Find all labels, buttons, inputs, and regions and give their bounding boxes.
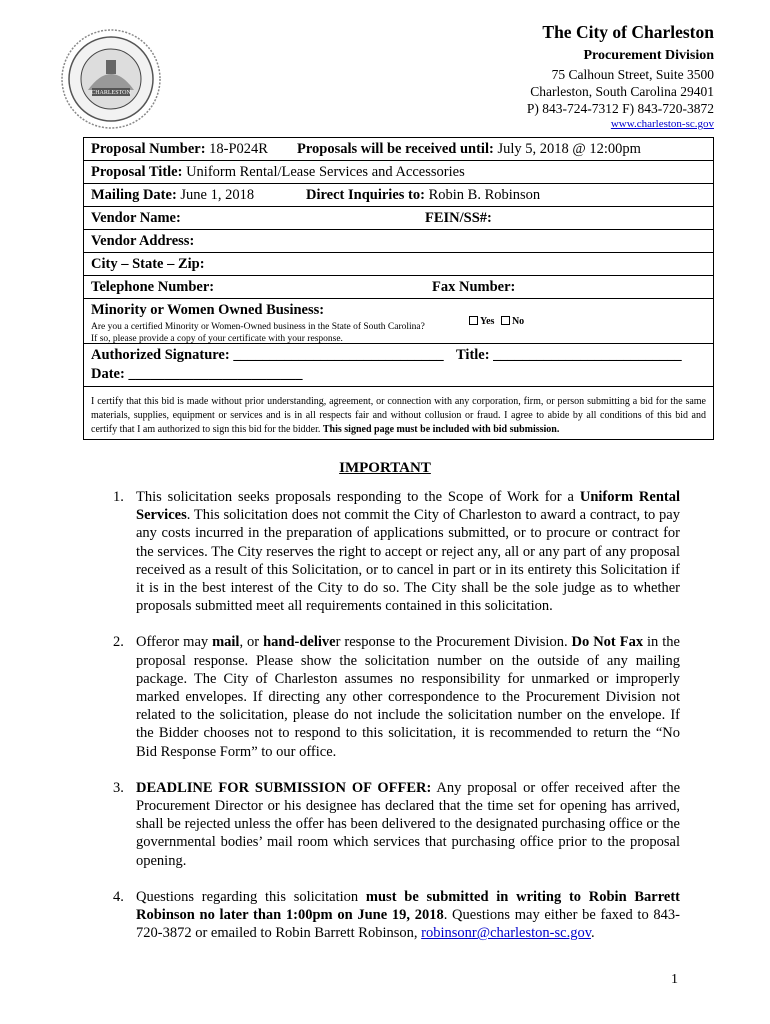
email-link[interactable]: robinsonr@charleston-sc.gov: [421, 925, 591, 942]
vendor-address-label: Vendor Address:: [91, 233, 195, 249]
vendor-name-row[interactable]: [84, 207, 713, 230]
city-name: The City of Charleston: [542, 22, 714, 42]
signature-row[interactable]: [84, 344, 713, 387]
city-state-zip: Charleston, South Carolina 29401: [530, 84, 714, 99]
vendor-address-row[interactable]: [84, 230, 713, 253]
division-name: Procurement Division: [583, 48, 714, 63]
important-heading: IMPORTANT: [339, 460, 431, 476]
telephone-label: Telephone Number:: [91, 279, 215, 295]
svg-text:CHARLESTON: CHARLESTON: [91, 90, 131, 96]
city-state-zip-row[interactable]: [84, 253, 713, 276]
no-checkbox[interactable]: No: [501, 316, 524, 327]
proposal-title-label: Proposal Title:: [91, 164, 183, 180]
proposal-title-value: Uniform Rental/Lease Services and Accessories: [186, 164, 465, 180]
checkbox-icon: [469, 316, 478, 325]
proposal-title-row: [84, 161, 713, 184]
website-link[interactable]: www.charleston-sc.gov: [610, 118, 714, 130]
street-address: 75 Calhoun Street, Suite 3500: [551, 67, 714, 82]
letterhead: [527, 20, 714, 131]
list-item: 1. This solicitation seeks proposals responding to the Scope of Work for a Uniform Rental Services. This solicitation does not commit the City of Charleston to award a contract, to pay any costs incurred in the preparation of applications submitted, or to procure or contract for the services. The City reserves the right to accept or reject any, all or any part of any proposal received as a result of this Solicitation, or to cancel in part or in its entirety this Solicitation if it is in the best interest of the City to do so. The City shall be the sole judge as to whether proposals submitted meet all requirements contained in this solicitation.: [113, 489, 680, 615]
certification-text: I certify that this bid is made without prior understanding, agreement, or connection with any corporation, firm, or person submitting a bid for the same materials, supplies, equipment or services and is in all respects fair and without collusion or fraud. I agree to abide by all conditions of this bid and certify that I am authorized to sign this bid for the bidder. This signed page must be included with bid submission.: [84, 387, 713, 440]
list-item: 4. Questions regarding this solicitation must be submitted in writing to Robin Barrett Robinson no later than 1:00pm on June 19, 2018. Questions may either be faxed to 843-720-3872 or emailed to Robin Barrett Robinson, robinsonr@charleston-sc.gov.: [113, 888, 680, 942]
title-field-label: Title: __________________________: [456, 347, 682, 363]
vendor-name-label: Vendor Name:: [91, 210, 181, 226]
page-number: 1: [671, 972, 678, 987]
mailing-date-row: [84, 184, 713, 207]
telephone-row[interactable]: [84, 276, 713, 299]
certification-bold: This signed page must be included with bid submission.: [322, 424, 560, 435]
checkbox-icon: [501, 316, 510, 325]
proposal-number-row: [84, 138, 713, 161]
yes-checkbox[interactable]: Yes: [469, 316, 494, 327]
mwob-options: [469, 316, 524, 328]
mwob-question: Are you a certified Minority or Women-Owned business in the State of South Carolina?: [91, 322, 425, 332]
phone-fax: P) 843-724-7312 F) 843-720-3872: [526, 101, 714, 116]
city-state-zip-label: City – State – Zip:: [91, 256, 205, 272]
list-item: 2. Offeror may mail, or hand-deliver response to the Procurement Division. Do Not Fax in the proposal response. Please show the solicitation number on the outside of any mailing package. The City of Charleston assumes no responsibility for unmarked or improperly marked envelopes. If directing any other correspondence to the Procurement Division not related to the solicitation, please do not include the solicitation number on the envelope. If the Bidder chooses not to respond to this solicitation, it is recommended to return the “No Bid Response Form” to our office.: [113, 634, 680, 760]
inquiries-value: Robin B. Robinson: [428, 187, 541, 203]
mailing-date-value: June 1, 2018: [180, 187, 255, 203]
fax-label: Fax Number:: [432, 279, 516, 295]
mwob-label: Minority or Women Owned Business:: [91, 302, 325, 318]
date-label: Date: ________________________: [91, 366, 303, 382]
inquiries-label: Direct Inquiries to:: [306, 187, 425, 203]
mailing-date-label: Mailing Date:: [91, 187, 177, 203]
proposal-form: [83, 137, 714, 440]
fein-label: FEIN/SS#:: [425, 210, 492, 226]
mwob-row: [84, 299, 713, 344]
city-seal-logo: [60, 28, 162, 130]
signature-label: Authorized Signature: _____________________________: [91, 347, 444, 363]
list-item: 3. DEADLINE FOR SUBMISSION OF OFFER: Any proposal or offer received after the Procurement Director or his designee has declared that the time set for opening has arrived, shall be rejected unless the offer has been delivered to the designated purchasing office or the governmental bodies’ mail room which services that purchasing office prior to the proposal opening.: [113, 779, 681, 869]
instructions-list: [113, 488, 680, 960]
received-until-value: July 5, 2018 @ 12:00pm: [497, 141, 641, 157]
proposal-number-value: 18-P024R: [209, 141, 268, 157]
received-until-label: Proposals will be received until:: [297, 141, 494, 157]
mwob-note: If so, please provide a copy of your certificate with your response.: [91, 334, 343, 344]
proposal-number-label: Proposal Number:: [91, 141, 206, 157]
